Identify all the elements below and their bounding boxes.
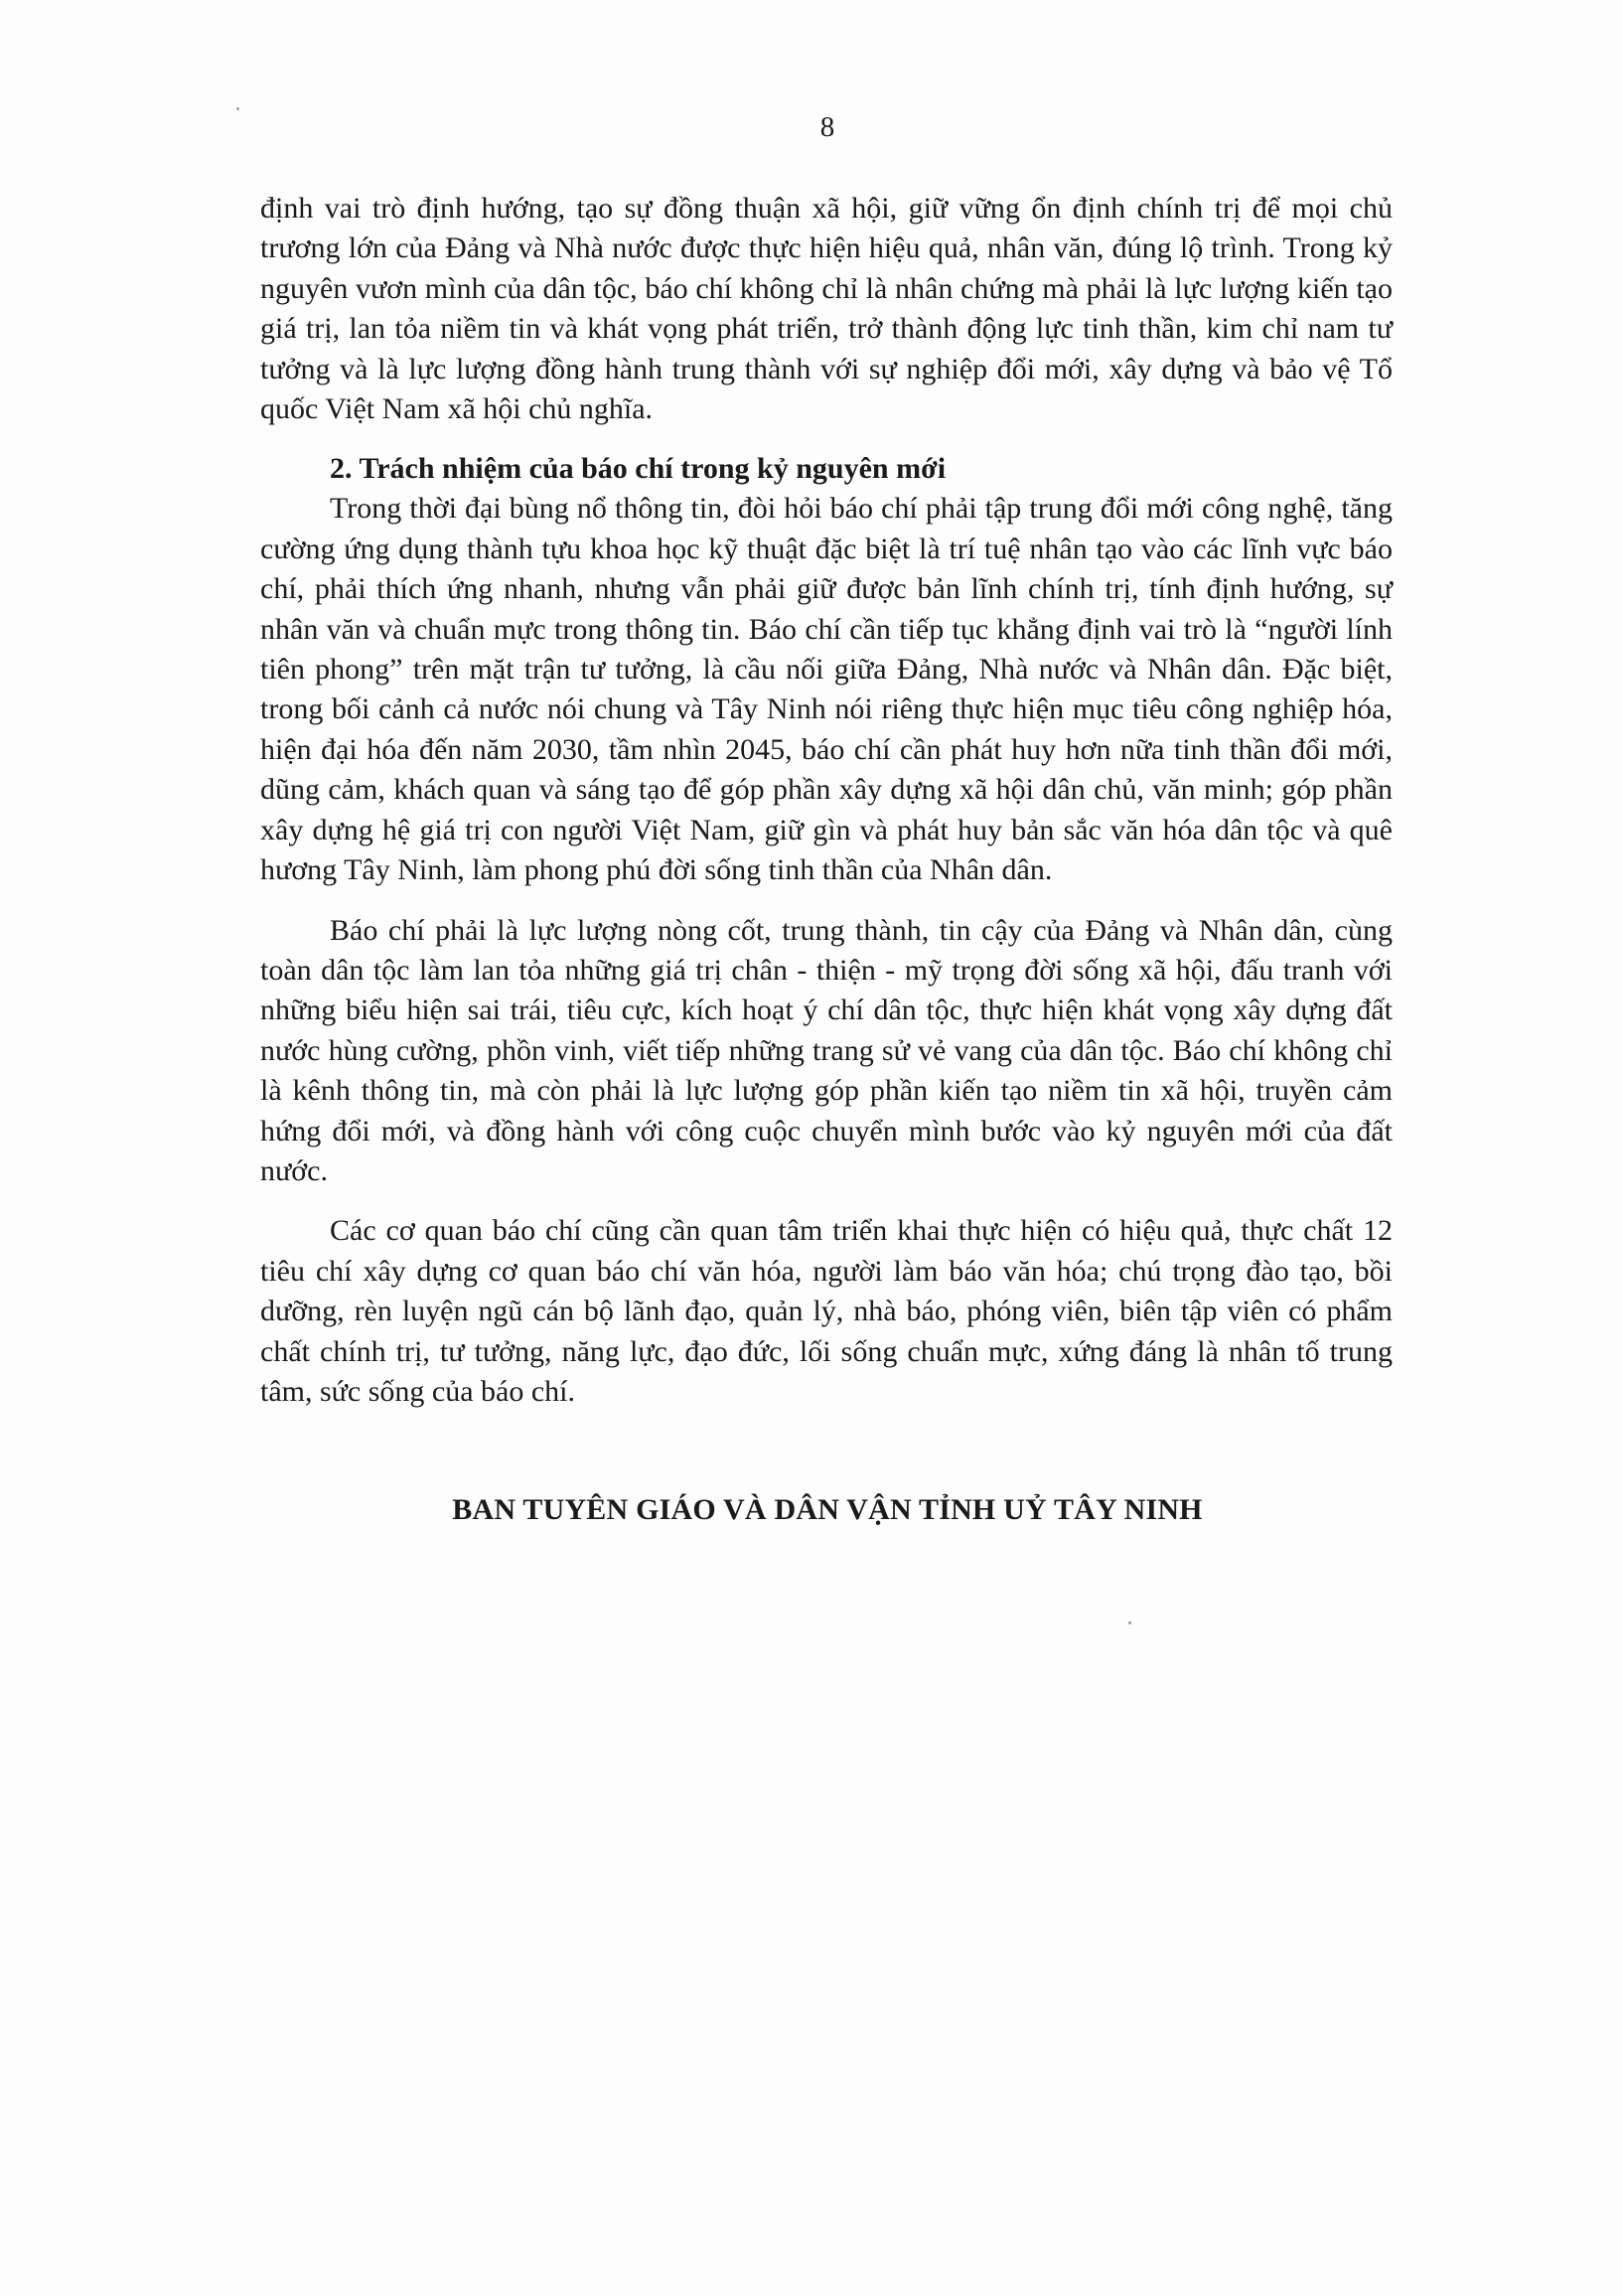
- paragraph-2: Báo chí phải là lực lượng nòng cốt, trung thành, tin cậy của Đảng và Nhân dân, cùng toàn dân tộc làm lan tỏa những giá trị chân - thiện - mỹ trọng đời sống xã hội, đấu tranh với những biểu hiện sai trái, tiêu cực, kích hoạt ý chí dân tộc, thực hiện khát vọng xây dựng đất nước hùng cường, phồn vinh, viết tiếp những trang sử vẻ vang của dân tộc. Báo chí không chỉ là kênh thông tin, mà còn phải là lực lượng góp phần kiến tạo niềm tin xã hội, truyền cảm hứng đổi mới, và đồng hành với công cuộc chuyển mình bước vào kỷ nguyên mới của đất nước.: [260, 913, 1393, 1187]
- signature-block: BAN TUYÊN GIÁO VÀ DÂN VẬN TỈNH UỶ TÂY NINH: [452, 1493, 1203, 1526]
- paragraph-1: Trong thời đại bùng nổ thông tin, đòi hỏi báo chí phải tập trung đổi mới công nghệ, tăng cường ứng dụng thành tựu khoa học kỹ thuật đặc biệt là trí tuệ nhân tạo vào các lĩnh vực báo chí, phải thích ứng nhanh, nhưng vẫn phải giữ được bản lĩnh chính trị, tính định hướng, sự nhân văn và chuẩn mực trong thông tin. Báo chí cần tiếp tục khẳng định vai trò là “người lính tiên phong” trên mặt trận tư tưởng, là cầu nối giữa Đảng, Nhà nước và Nhân dân. Đặc biệt, trong bối cảnh cả nước nói chung và Tây Ninh nói riêng thực hiện mục tiêu công nghiệp hóa, hiện đại hóa đến năm 2030, tầm nhìn 2045, báo chí cần phát huy hơn nữa tinh thần đổi mới, dũng cảm, khách quan và sáng tạo để góp phần xây dựng xã hội dân chủ, văn minh; góp phần xây dựng hệ giá trị con người Việt Nam, giữ gìn và phát huy bản sắc văn hóa dân tộc và quê hương Tây Ninh, làm phong phú đời sống tinh thần của Nhân dân.: [260, 492, 1393, 887]
- section-heading: 2. Trách nhiệm của báo chí trong kỷ nguyên mới: [330, 452, 947, 486]
- paragraph-3: Các cơ quan báo chí cũng cần quan tâm triển khai thực hiện có hiệu quả, thực chất 12 tiêu chí xây dựng cơ quan báo chí văn hóa, người làm báo văn hóa; chú trọng đào tạo, bồi dưỡng, rèn luyện ngũ cán bộ lãnh đạo, quản lý, nhà báo, phóng viên, biên tập viên có phẩm chất chính trị, tư tưởng, năng lực, đạo đức, lối sống chuẩn mực, xứng đáng là nhân tố trung tâm, sức sống của báo chí.: [260, 1214, 1393, 1408]
- document-body: [260, 189, 1393, 1412]
- page-number: 8: [819, 111, 835, 143]
- intro-paragraph: định vai trò định hướng, tạo sự đồng thuận xã hội, giữ vững ổn định chính trị để mọi chủ trương lớn của Đảng và Nhà nước được thực hiện hiệu quả, nhân văn, đúng lộ trình. Trong kỷ nguyên vươn mình của dân tộc, báo chí không chỉ là nhân chứng mà phải là lực lượng kiến tạo giá trị, lan tỏa niềm tin và khát vọng phát triển, trở thành động lực tinh thần, kim chỉ nam tư tưởng và là lực lượng đồng hành trung thành với sự nghiệp đổi mới, xây dựng và bảo vệ Tổ quốc Việt Nam xã hội chủ nghĩa.: [260, 192, 1393, 426]
- scan-speck: [1128, 1621, 1131, 1624]
